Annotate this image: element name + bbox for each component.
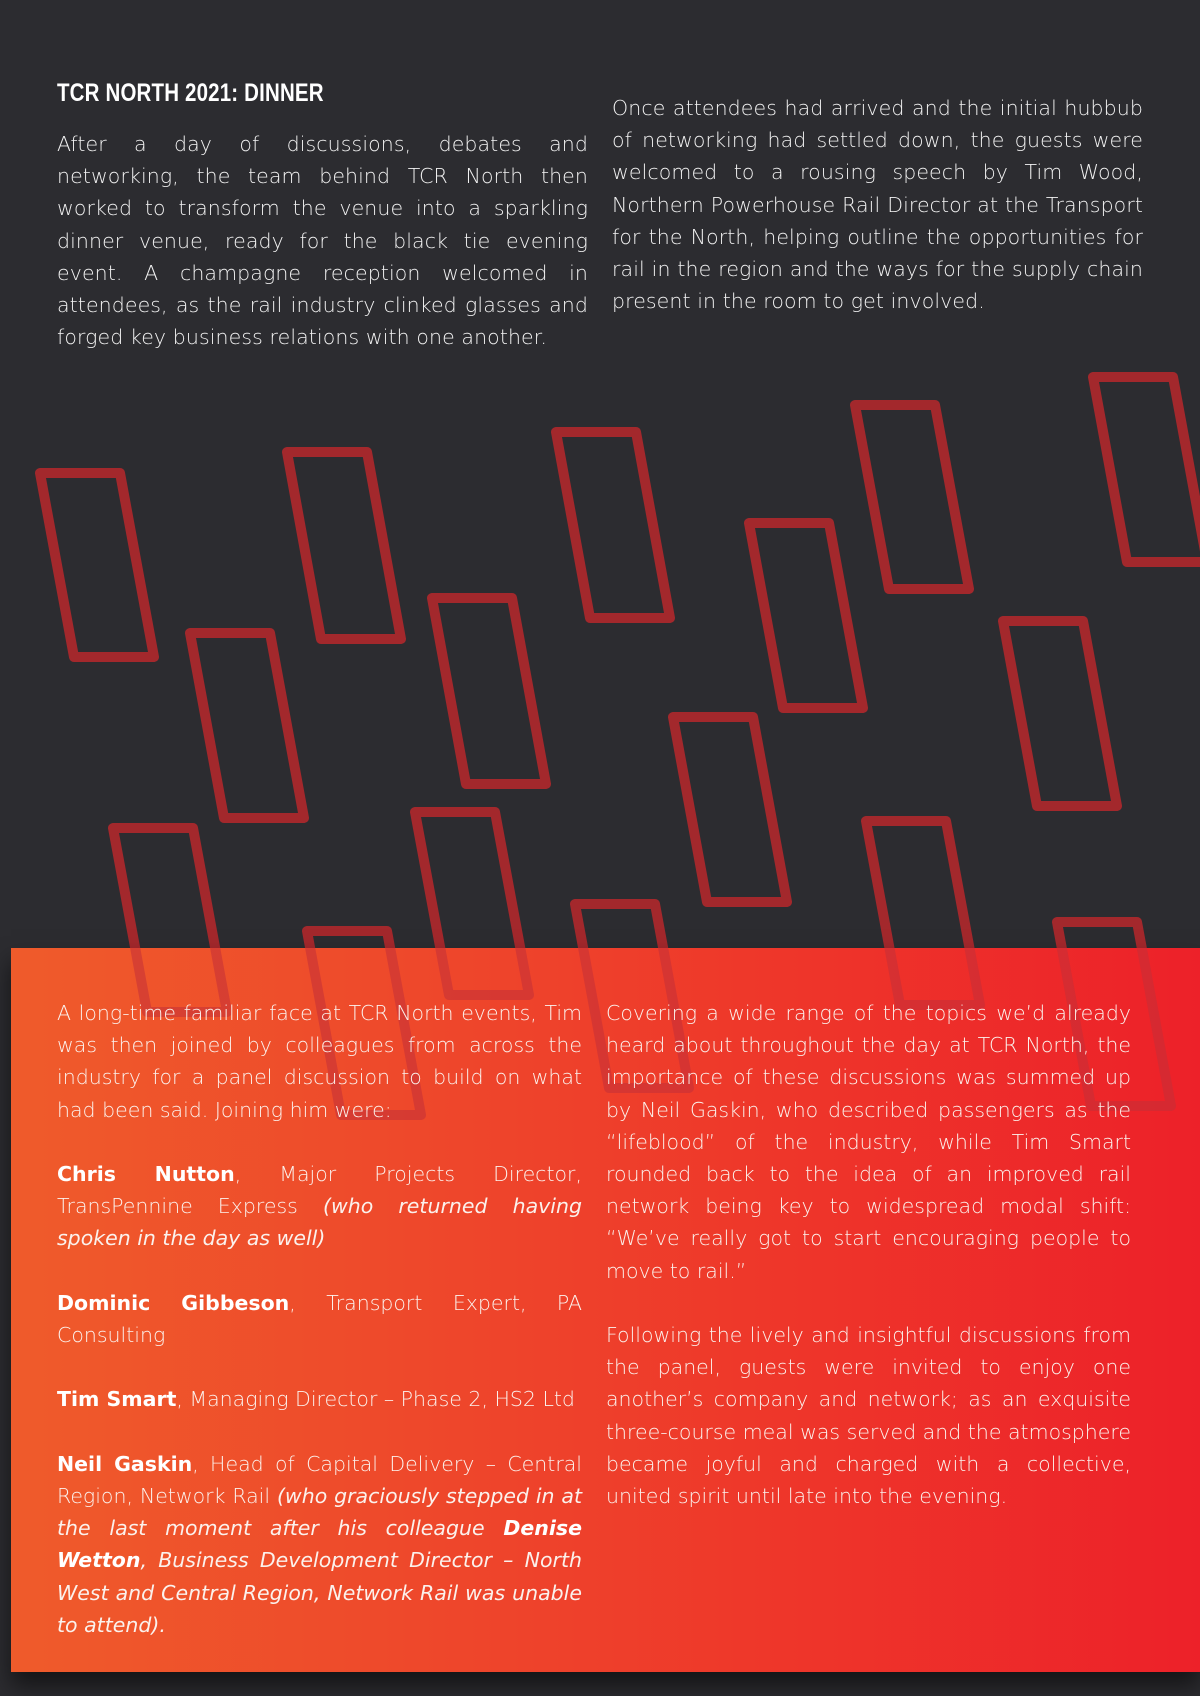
decor-parallelogram [190,633,304,818]
speaker-name: Neil Gaskin [57,1451,193,1476]
decor-parallelogram [40,473,154,657]
decor-parallelogram [1003,621,1117,806]
decor-parallelogram [1093,377,1200,562]
speaker-entry [57,1448,582,1641]
speaker-role: , Head of Capital Delivery – Central Region, Network Rail [57,1451,583,1508]
intro-paragraph-left: After a day of discussions, debates and networking, the team behind TCR North then worked to transform the venue into a sparkling dinner venue, ready for the black tie evening event. A champagne reception welcomed in attendees, as the rail industry clinked glasses and forged key business relations with one another. [57,132,588,350]
speaker-note: (who returned having spoken in the day as well) [57,1194,582,1251]
speaker-entry [57,1158,582,1255]
decor-parallelogram [673,717,787,902]
decor-parallelogram [432,598,546,784]
decor-parallelogram [556,432,670,618]
speaker-role: , Managing Director – Phase 2, HS2 Ltd [176,1387,575,1412]
decor-parallelogram [855,405,969,589]
speaker-role: , Transport Expert, PA Consulting [57,1290,582,1347]
page-title: TCR NORTH 2021: DINNER [57,78,324,107]
decor-parallelogram [749,523,863,708]
speaker-name: Tim Smart [57,1387,177,1412]
decor-parallelogram [287,452,401,639]
speaker-colleague-name: Denise Wetton [57,1516,582,1573]
intro-paragraph-right: Once attendees had arrived and the initial hubbub of networking had settled down, the guests were welcomed to a rousing speech by Tim Wood, Northern Powerhouse Rail Director at the Transport for the North, helping outline the opportunities for rail in the region and the ways for the supply chain present in the room to get involved. [612,96,1143,314]
panel-paragraph: Covering a wide range of the topics we’d already heard about throughout the day at TCR North, the importance of these discussions was summed up by Neil Gaskin, who described passengers as the “lifeblood” of the industry, while Tim Smart rounded back to the idea of an improved rail network being key to widespread modal shift: “We’ve really got to start encouraging people to move to rail.” [606,1001,1131,1283]
panel-right-column [606,997,1131,1512]
speaker-note-text: , Business Development Director – North West and Central Region, Network Rail was unable to attend). [57,1548,582,1637]
speaker-entry [57,1287,582,1351]
panel-left-column [57,997,582,1641]
panel-intro-paragraph: A long-time familiar face at TCR North events, Tim was then joined by colleagues from across the industry for a panel discussion to build on what had been said. Joining him were: [57,1001,582,1122]
speaker-note-text: (who graciously stepped in at the last moment after his colleague [57,1483,582,1541]
speaker-role: , Major Projects Director, TransPennine Express [57,1162,582,1219]
panel-paragraph: Following the lively and insightful discussions from the panel, guests were invited to enjoy one another’s company and network; as an exquisite three-course meal was served and the atmosphere became joyful and charged with a collective, united spirit until late into the evening. [606,1323,1131,1509]
speaker-name: Chris Nutton [57,1162,235,1186]
speaker-name: Dominic Gibbeson [57,1290,290,1315]
speaker-entry [57,1383,582,1415]
